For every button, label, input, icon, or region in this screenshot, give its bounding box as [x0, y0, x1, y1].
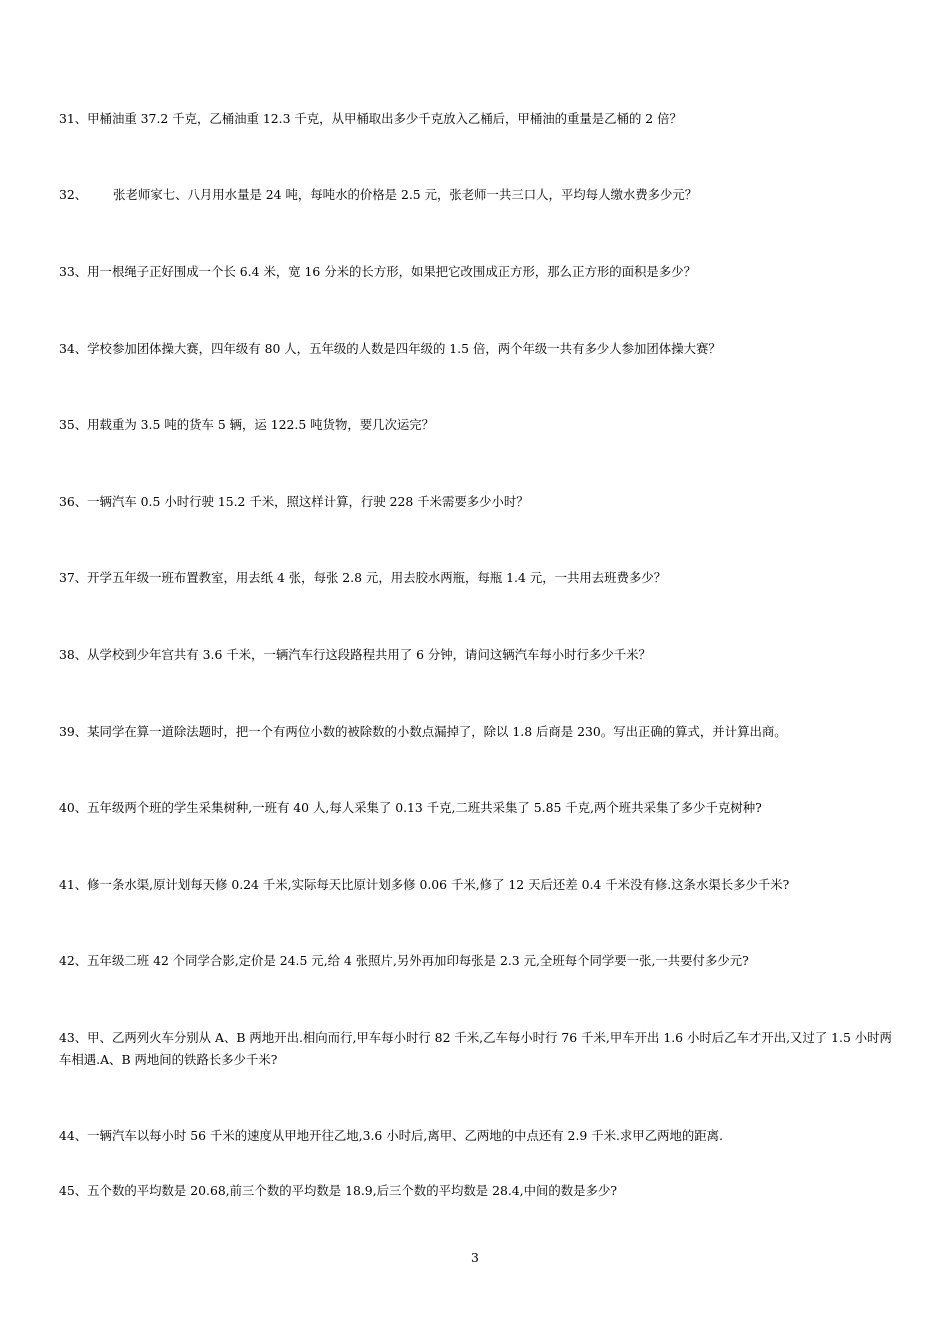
question-text: 某同学在算一道除法题时，把一个有两位小数的被除数的小数点漏掉了，除以 1.8 后商是 230。写出正确的算式，并计算出商。: [87, 724, 787, 739]
question-number: 32、: [59, 187, 88, 202]
question-32: [59, 184, 899, 206]
question-text: 用载重为 3.5 吨的货车 5 辆，运 122.5 吨货物，要几次运完？: [87, 417, 435, 432]
question-42: [59, 950, 899, 972]
question-number: 45、: [59, 1183, 88, 1198]
question-text: 五年级二班 42 个同学合影,定价是 24.5 元,给 4 张照片,另外再加印每张是 2.3 元,全班每个同学要一张,一共要付多少元?: [87, 953, 749, 968]
question-text: 从学校到少年宫共有 3.6 千米，一辆汽车行这段路程共用了 6 分钟，请问这辆汽车每小时行多少千米？: [87, 647, 651, 662]
question-40: [59, 797, 899, 819]
question-text: 张老师家七、八月用水量是 24 吨，每吨水的价格是 2.5 元，张老师一共三口人，平均每人缴水费多少元？: [113, 187, 698, 202]
question-34: [59, 338, 899, 360]
question-33: [59, 261, 899, 283]
question-text: 开学五年级一班布置教室，用去纸 4 张，每张 2.8 元，用去胶水两瓶，每瓶 1.4 元，一共用去班费多少？: [87, 570, 667, 585]
question-37: [59, 567, 899, 589]
question-36: [59, 491, 899, 513]
page-number: 3: [471, 1250, 479, 1265]
question-text: 甲、乙两列火车分别从 A、B 两地开出.相向而行,甲车每小时行 82 千米,乙车每小时行 76 千米,甲车开出 1.6 小时后乙车才开出,又过了 1.5 小时两车相遇.A、B 两地间的铁路长多少千米?: [59, 1030, 892, 1067]
question-text: 一辆汽车以每小时 56 千米的速度从甲地开往乙地,3.6 小时后,离甲、乙两地的中点还有 2.9 千米.求甲乙两地的距离.: [87, 1128, 723, 1143]
question-number: 37、: [59, 570, 88, 585]
question-44: [59, 1125, 899, 1147]
question-text: 用一根绳子正好围成一个长 6.4 米，宽 16 分米的长方形，如果把它改围成正方形，那么正方形的面积是多少？: [87, 264, 696, 279]
question-number: 33、: [59, 264, 88, 279]
question-45: [59, 1180, 899, 1202]
question-number: 41、: [59, 877, 88, 892]
question-number: 31、: [59, 111, 88, 126]
question-number: 38、: [59, 647, 88, 662]
question-number: 42、: [59, 953, 88, 968]
question-text: 五个数的平均数是 20.68,前三个数的平均数是 18.9,后三个数的平均数是 28.4,中间的数是多少?: [87, 1183, 617, 1198]
question-39: [59, 721, 899, 743]
question-35: [59, 414, 899, 436]
question-number: 39、: [59, 724, 88, 739]
question-text: 学校参加团体操大赛，四年级有 80 人，五年级的人数是四年级的 1.5 倍，两个年级一共有多少人参加团体操大赛？: [87, 341, 721, 356]
question-text: 五年级两个班的学生采集树种,一班有 40 人,每人采集了 0.13 千克,二班共采集了 5.85 千克,两个班共采集了多少千克树种?: [87, 800, 762, 815]
question-text: 一辆汽车 0.5 小时行驶 15.2 千米，照这样计算，行驶 228 千米需要多少小时？: [87, 494, 529, 509]
question-number: 44、: [59, 1128, 88, 1143]
question-number: 34、: [59, 341, 88, 356]
question-number: 36、: [59, 494, 88, 509]
question-41: [59, 874, 899, 896]
question-number: 40、: [59, 800, 88, 815]
question-38: [59, 644, 899, 666]
question-number: 35、: [59, 417, 88, 432]
question-31: [59, 108, 899, 130]
question-number: 43、: [59, 1030, 88, 1045]
question-43: [59, 1027, 899, 1071]
question-text: 修一条水渠,原计划每天修 0.24 千米,实际每天比原计划多修 0.06 千米,修了 12 天后还差 0.4 千米没有修.这条水渠长多少千米?: [87, 877, 790, 892]
question-text: 甲桶油重 37.2 千克，乙桶油重 12.3 千克，从甲桶取出多少千克放入乙桶后，甲桶油的重量是乙桶的 2 倍？: [87, 111, 682, 126]
